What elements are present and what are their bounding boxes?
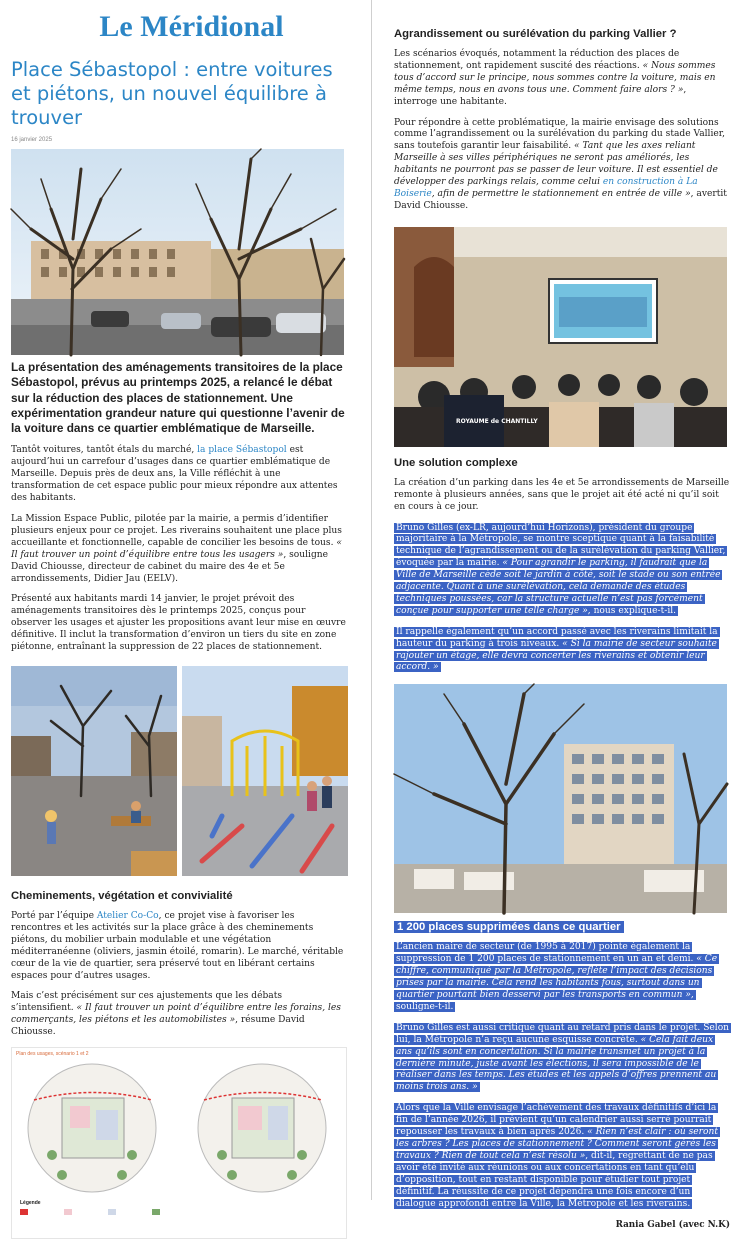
- photo-pair: [11, 666, 347, 876]
- masthead-logo[interactable]: Le Méridional: [99, 10, 284, 43]
- highlighted-block-1: [394, 523, 730, 675]
- left-column: [11, 8, 347, 1239]
- heading-solution: Une solution complexe: [394, 456, 518, 469]
- paragraph-2: La Mission Espace Public, pilotée par la mairie, a permis d’identifier plusieurs enjeux pour ce projet. Les riverains souhaitent une place plus accueillante et fonctionnelle, capable de concilier les besoins de tous. « Il faut trouver un point d’équilibre entre tous les usagers », souligne David Chiousse, directeur de cabinet du maire des 4e et 5e arrondissements, Didier Jau (EELV).: [11, 514, 342, 584]
- paragraph-8: La création d’un parking dans les 4e et 5e arrondissements de Marseille remonte à plusieurs années, sans que le projet ait été acté ni qu’il soit en cours à ce jour.: [394, 477, 730, 512]
- paragraph-11: L’ancien maire de secteur (de 1995 à 2017) pointe également la suppression de 1 200 places de stationnement en un an et demi. « Ce chiffre, communiqué par la Métropole, reflète l’impact des décisions prises par la mairie. Cela rend les habitants fous, surtout dans un quartier pourtant bien desservi par les transports en commun », souligne-t-il.: [396, 942, 718, 1012]
- hero-photo: [11, 149, 344, 355]
- paragraph-13: Alors que la Ville envisage l’achèvement des travaux définitifs d’ici la fin de l’année 2026, il prévient qu’un calendrier aussi serré pourrait repousser les travaux à bien après 2026. « Rien n’est clair : où seront les arbres ? Les places de stationnement ? Comment seront gérés les travaux ? Rien de tout cela n’est résolu », dit-il, regrettant de ne pas avoir été invité aux réunions ou aux concertations en tant qu’élu d’opposition, tout en restant disponible pour étudier tout projet définitif. La réussite de ce projet dépendra une fois encore d’un dialogue approfondi entre la Ville, la Métropole et les riverains.: [396, 1103, 718, 1209]
- author-signature: Rania Gabel (avec N.K): [615, 1220, 730, 1231]
- photo-square-before: [11, 666, 177, 876]
- paragraph-6: Les scénarios évoqués, notamment la réduction des places de stationnement, ont rapidement suscité des réactions. « Nous sommes tous d’accord sur le principe, nous sommes contre la voiture, mais en même temps, nous en avons tous une. Comment faire alors ? », interroge une habitante.: [394, 49, 716, 107]
- link-la-boiserie[interactable]: en construction à La Boiserie: [394, 177, 698, 199]
- paragraph-12: Bruno Gilles est aussi critique quant au retard pris dans le projet. Selon lui, la Métropole n’a reçu aucune esquisse concrète. « Cela fait deux ans qu’ils sont en concertation. Si la mairie transmet un projet à la dernière minute, juste avant les élections, il sera impossible de le réaliser dans les temps. Les études et les appels d’offres prennent au moins trois ans. »: [396, 1022, 730, 1093]
- plans-caption: Plan des usages, scénario 1 et 2: [16, 1051, 89, 1058]
- paragraph-1: Tantôt voitures, tantôt étals du marché, la place Sébastopol est aujourd’hui un carrefour d’usages dans ce quartier emblématique de Marseille. Depuis près de deux ans, la Ville réfléchit à une transformation de cet espace public pour mieux répondre aux attentes des habitants.: [11, 445, 338, 504]
- paragraph-3: Présenté aux habitants mardi 14 janvier, le projet prévoit des aménagements transitoires dès le printemps 2025, conçus pour observer les usages et ajuster les propositions avant leur mise en œuvre définitive. Il inclut la transformation d’environ un tiers du site en zone piétonne, entraînant la suppression de 22 places de stationnement.: [11, 594, 346, 653]
- paragraph-10: Il rappelle également qu’un accord passé avec les riverains limitait la hauteur du parking à trois niveaux. « Si la mairie de secteur souhaite rajouter un étage, elle devra concerter les riverains et obtenir leur accord. »: [396, 626, 718, 673]
- paragraph-4: Porté par l’équipe Atelier Co-Co, ce projet vise à favoriser les rencontres et les activités sur la place grâce à des cheminements piétons, du mobilier urbain modulable et une végétation méditerranéenne (oliviers, jasmin étoilé, romarin). Le marché, véritable cœur de la vie de quartier, sera préservé tout en libérant certains espaces pour d’autres usages.: [11, 910, 344, 981]
- usage-plans-figure: [11, 1047, 347, 1239]
- plans-drawing: [12, 1060, 346, 1200]
- heading-cheminements: Cheminements, végétation et convivialité: [11, 889, 233, 902]
- article-lead: La présentation des aménagements transitoires de la place Sébastopol, prévus au printemps 2025, a relancé le débat sur la réduction des places de stationnement. Une expérimentation grandeur nature qui questionne l’avenir de la voiture dans ce quartier emblématique de Marseille.: [11, 360, 345, 436]
- photo-square-after: [182, 666, 348, 876]
- article-title: Place Sébastopol : entre voitures et piétons, un nouvel équilibre à trouver: [11, 58, 333, 129]
- heading-vallier: Agrandissement ou surélévation du parking Vallier ?: [394, 28, 677, 40]
- paragraph-7: Pour répondre à cette problématique, la mairie envisage des solutions comme l’agrandissement ou la surélévation du parking du stade Vallier, sans toutefois garantir leur faisabilité. « Tant que les axes reliant Marseille à ses villes périphériques ne seront pas améliorés, les habitants ne pourront pas se passer de leur voiture. Il est essentiel de développer des parkings relais, comme celui en construction à La Boiserie, afin de permettre le stationnement en entrée de ville », avertit David Chiousse.: [394, 117, 727, 211]
- street-photo: [394, 684, 727, 913]
- paragraph-9: Bruno Gilles (ex-LR, aujourd’hui Horizons), président du groupe majoritaire à la Métropole, se montre sceptique quant à la faisabilité technique de l’agrandissement ou de la surélévation du parking Vallier, évoquée par la mairie. « Pour agrandir le parking, il faudrait que la Ville de Marseille cède soit le jardin à côté, soit le stade ou son entrée adjacente. Quant à une surélévation, cela demande des études techniques poussées, car la structure actuelle n’est pas forcément conçue pour supporter une telle charge », nous explique-t-il.: [396, 522, 726, 616]
- sweater-text: ROYAUME de CHANTILLY: [456, 417, 538, 425]
- link-place-sebastopol[interactable]: la place Sébastopol: [197, 445, 287, 456]
- heading-places: 1 200 places supprimées dans ce quartier: [394, 921, 730, 933]
- link-atelier-coco[interactable]: Atelier Co-Co: [96, 910, 159, 921]
- highlighted-block-2: [394, 942, 730, 1210]
- plans-legend-title: Légende: [20, 1200, 41, 1207]
- right-column: [394, 0, 730, 1230]
- conference-photo: [394, 227, 727, 447]
- plans-legend-swatches: [20, 1209, 338, 1215]
- column-divider: [371, 0, 372, 1200]
- article-date: 16 janvier 2025: [11, 137, 53, 143]
- paragraph-5: Mais c’est précisément sur ces ajustements que les débats s’intensifient. « Il faut trouver un point d’équilibre entre les forains, les commerçants, les piétons et les automobilistes », résume David Chiousse.: [11, 991, 341, 1038]
